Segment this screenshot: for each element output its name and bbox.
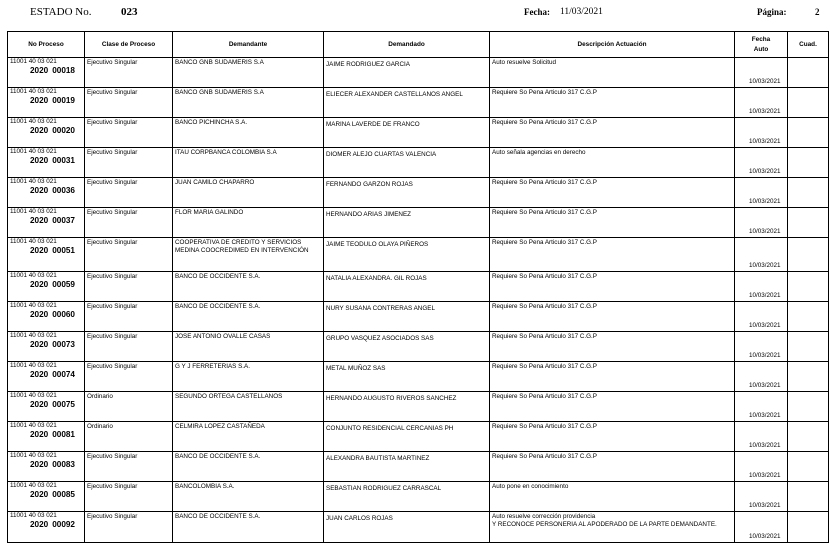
cell-no-proceso [8,272,85,302]
col-fecha-auto [735,32,788,58]
col-clase-proceso: Clase de Proceso [85,32,173,58]
fecha-value: 11/03/2021 [560,7,603,17]
cell-cuad [788,88,829,118]
cell-demandado: DIOMER ALEJO CUARTAS VALENCIA [324,148,490,178]
fecha-label: Fecha: [524,7,550,17]
radicado-year-number [10,246,82,256]
cell-fecha-auto: 10/03/2021 [735,118,788,148]
cell-demandante: FLOR MARIA GALINDO [173,208,324,238]
cell-demandado: JAIME RODRIGUEZ GARCIA [324,58,490,88]
radicado-year-number [10,490,82,500]
radicado-year: 2020 [30,95,49,105]
radicado-year-number [10,156,82,166]
table-header-row [8,32,829,58]
cell-fecha-auto: 10/03/2021 [735,452,788,482]
cell-demandante: BANCO DE OCCIDENTE S.A. [173,272,324,302]
cell-cuad [788,238,829,272]
cell-demandado: FERNANDO GARZON ROJAS [324,178,490,208]
radicado-year-number [10,340,82,350]
cell-no-proceso [8,422,85,452]
radicado-year: 2020 [30,215,49,225]
radicado-prefix: 11001 40 03 021 [10,422,57,429]
cell-cuad [788,362,829,392]
cell-clase-proceso: Ejecutivo Singular [85,362,173,392]
cell-fecha-auto: 10/03/2021 [735,88,788,118]
cell-demandante: SEGUNDO ORTEGA CASTELLANOS [173,392,324,422]
cell-descripcion: Requiere So Pena Articulo 317 C.G.P [490,178,735,208]
cell-demandante: JUAN CAMILO CHAPARRO [173,178,324,208]
table-row [8,512,829,543]
cell-descripcion: Requiere So Pena Articulo 317 C.G.P [490,238,735,272]
table-row [8,302,829,332]
cell-fecha-auto: 10/03/2021 [735,482,788,512]
table-row [8,178,829,208]
cell-clase-proceso: Ejecutivo Singular [85,482,173,512]
radicado-prefix: 11001 40 03 021 [10,208,57,215]
radicado-year-number [10,186,82,196]
cell-clase-proceso: Ejecutivo Singular [85,58,173,88]
table-row [8,392,829,422]
cell-fecha-auto: 10/03/2021 [735,58,788,88]
radicado-year-number [10,66,82,76]
radicado-number: 00081 [52,429,75,439]
radicado-year-number [10,126,82,136]
col-no-proceso: No Proceso [8,32,85,58]
cell-clase-proceso: Ejecutivo Singular [85,238,173,272]
cell-cuad [788,422,829,452]
cell-descripcion: Requiere So Pena Articulo 317 C.G.P [490,272,735,302]
radicado-prefix: 11001 40 03 021 [10,362,57,369]
cell-clase-proceso: Ejecutivo Singular [85,272,173,302]
radicado-year: 2020 [30,519,49,529]
radicado-year-number [10,96,82,106]
radicado-year: 2020 [30,155,49,165]
cell-demandante: COOPERATIVA DE CREDITO Y SERVICIOS MEDINA COOCREDIMED EN INTERVENCIÓN [173,238,324,272]
cell-descripcion: Requiere So Pena Articulo 317 C.G.P [490,422,735,452]
cell-descripcion: Auto señala agencias en derecho [490,148,735,178]
radicado-prefix: 11001 40 03 021 [10,512,57,519]
col-fecha-auto-line2: Auto [753,45,769,53]
cell-fecha-auto: 10/03/2021 [735,332,788,362]
cell-demandante: CELMIRA LOPEZ CASTAÑEDA [173,422,324,452]
cell-fecha-auto: 10/03/2021 [735,238,788,272]
cell-descripcion: Auto resuelve corrección providencia Y RECONOCE PERSONERIA AL APODERADO DE LA PARTE DEMANDANTE. [490,512,735,543]
radicado-year-number [10,280,82,290]
cell-no-proceso [8,118,85,148]
estado-table [7,31,829,543]
cell-demandado: ALEXANDRA BAUTISTA MARTINEZ [324,452,490,482]
cell-fecha-auto: 10/03/2021 [735,148,788,178]
table-row [8,452,829,482]
cell-demandante: BANCO PICHINCHA S.A. [173,118,324,148]
cell-no-proceso [8,58,85,88]
cell-cuad [788,512,829,543]
cell-no-proceso [8,302,85,332]
cell-no-proceso [8,88,85,118]
cell-descripcion: Requiere So Pena Articulo 317 C.G.P [490,452,735,482]
cell-clase-proceso: Ejecutivo Singular [85,88,173,118]
radicado-prefix: 11001 40 03 021 [10,482,57,489]
radicado-year-number [10,460,82,470]
cell-no-proceso [8,482,85,512]
radicado-number: 00085 [52,489,75,499]
cell-clase-proceso: Ejecutivo Singular [85,178,173,208]
cell-demandante: BANCO DE OCCIDENTE S.A. [173,452,324,482]
cell-descripcion: Requiere So Pena Articulo 317 C.G.P [490,392,735,422]
radicado-prefix: 11001 40 03 021 [10,302,57,309]
cell-clase-proceso: Ejecutivo Singular [85,208,173,238]
radicado-year-number [10,370,82,380]
cell-clase-proceso: Ordinario [85,422,173,452]
cell-cuad [788,118,829,148]
radicado-number: 00020 [52,125,75,135]
cell-demandado: JUAN CARLOS ROJAS [324,512,490,543]
cell-demandante: BANCO DE OCCIDENTE S.A. [173,302,324,332]
radicado-year-number [10,430,82,440]
radicado-number: 00075 [52,399,75,409]
radicado-prefix: 11001 40 03 021 [10,238,57,245]
cell-descripcion: Requiere So Pena Articulo 317 C.G.P [490,332,735,362]
radicado-prefix: 11001 40 03 021 [10,118,57,125]
table-row [8,118,829,148]
cell-demandado: METAL MUÑOZ SAS [324,362,490,392]
pagina-label: Página: [757,7,787,17]
cell-fecha-auto: 10/03/2021 [735,272,788,302]
cell-fecha-auto: 10/03/2021 [735,302,788,332]
cell-descripcion: Requiere So Pena Articulo 317 C.G.P [490,208,735,238]
radicado-year: 2020 [30,309,49,319]
radicado-number: 00018 [52,65,75,75]
radicado-prefix: 11001 40 03 021 [10,178,57,185]
cell-demandante: BANCOLOMBIA S.A. [173,482,324,512]
radicado-year: 2020 [30,245,49,255]
table-row [8,88,829,118]
cell-clase-proceso: Ejecutivo Singular [85,148,173,178]
col-descripcion: Descripción Actuación [490,32,735,58]
radicado-year: 2020 [30,489,49,499]
radicado-year-number [10,400,82,410]
radicado-prefix: 11001 40 03 021 [10,392,57,399]
estado-number: 023 [121,6,138,18]
radicado-prefix: 11001 40 03 021 [10,452,57,459]
document-header [0,0,837,30]
cell-cuad [788,482,829,512]
radicado-year-number [10,310,82,320]
cell-descripcion: Requiere So Pena Articulo 317 C.G.P [490,118,735,148]
col-demandado: Demandado [324,32,490,58]
cell-fecha-auto: 10/03/2021 [735,208,788,238]
table-body [8,58,829,543]
radicado-number: 00073 [52,339,75,349]
radicado-year-number [10,216,82,226]
cell-demandado: GRUPO VASQUEZ ASOCIADOS SAS [324,332,490,362]
radicado-number: 00019 [52,95,75,105]
radicado-year: 2020 [30,125,49,135]
cell-demandante: G Y J FERRETERIAS S.A. [173,362,324,392]
table-row [8,58,829,88]
cell-demandado: NURY SUSANA CONTRERAS ANGEL [324,302,490,332]
cell-demandante: ITAU CORPBANCA COLOMBIA S.A [173,148,324,178]
cell-cuad [788,302,829,332]
cell-no-proceso [8,332,85,362]
cell-clase-proceso: Ejecutivo Singular [85,512,173,543]
table-row [8,422,829,452]
table-row [8,272,829,302]
cell-no-proceso [8,208,85,238]
radicado-year-number [10,520,82,530]
cell-clase-proceso: Ejecutivo Singular [85,452,173,482]
radicado-prefix: 11001 40 03 021 [10,148,57,155]
table-row [8,208,829,238]
cell-clase-proceso: Ejecutivo Singular [85,302,173,332]
radicado-year: 2020 [30,429,49,439]
cell-cuad [788,332,829,362]
radicado-number: 00059 [52,279,75,289]
radicado-year: 2020 [30,339,49,349]
cell-fecha-auto: 10/03/2021 [735,362,788,392]
cell-descripcion: Requiere So Pena Articulo 317 C.G.P [490,302,735,332]
cell-demandado: SEBASTIAN RODRIGUEZ CARRASCAL [324,482,490,512]
cell-demandante: JOSE ANTONIO OVALLE CASAS [173,332,324,362]
cell-cuad [788,58,829,88]
cell-cuad [788,178,829,208]
cell-demandante: BANCO GNB SUDAMERIS S.A [173,88,324,118]
cell-no-proceso [8,178,85,208]
cell-clase-proceso: Ordinario [85,392,173,422]
radicado-number: 00060 [52,309,75,319]
cell-fecha-auto: 10/03/2021 [735,512,788,543]
cell-no-proceso [8,148,85,178]
cell-descripcion: Requiere So Pena Articulo 317 C.G.P [490,88,735,118]
table-row [8,148,829,178]
radicado-year: 2020 [30,459,49,469]
estado-label: ESTADO No. [30,6,92,18]
cell-demandado: NATALIA ALEXANDRA. GIL ROJAS [324,272,490,302]
table-row [8,238,829,272]
radicado-prefix: 11001 40 03 021 [10,58,57,65]
radicado-number: 00036 [52,185,75,195]
cell-no-proceso [8,392,85,422]
cell-demandado: HERNANDO ARIAS JIMENEZ [324,208,490,238]
radicado-year: 2020 [30,279,49,289]
cell-fecha-auto: 10/03/2021 [735,178,788,208]
radicado-year: 2020 [30,369,49,379]
radicado-year: 2020 [30,185,49,195]
radicado-prefix: 11001 40 03 021 [10,332,57,339]
radicado-year: 2020 [30,399,49,409]
cell-demandado: MARINA LAVERDE DE FRANCO [324,118,490,148]
cell-demandado: HERNANDO AUGUSTO RIVEROS SANCHEZ [324,392,490,422]
cell-no-proceso [8,238,85,272]
radicado-number: 00083 [52,459,75,469]
cell-demandado: CONJUNTO RESIDENCIAL CERCANIAS PH [324,422,490,452]
cell-cuad [788,272,829,302]
cell-cuad [788,452,829,482]
radicado-number: 00037 [52,215,75,225]
cell-clase-proceso: Ejecutivo Singular [85,332,173,362]
cell-demandado: JAIME TEODULO OLAYA PIÑEROS [324,238,490,272]
radicado-number: 00074 [52,369,75,379]
table-row [8,332,829,362]
cell-no-proceso [8,512,85,543]
cell-descripcion: Auto resuelve Solicitud [490,58,735,88]
cell-cuad [788,208,829,238]
cell-demandado: ELIECER ALEXANDER CASTELLANOS ANGEL [324,88,490,118]
pagina-value: 2 [815,7,820,17]
cell-clase-proceso: Ejecutivo Singular [85,118,173,148]
cell-no-proceso [8,362,85,392]
radicado-number: 00092 [52,519,75,529]
radicado-number: 00031 [52,155,75,165]
cell-no-proceso [8,452,85,482]
cell-fecha-auto: 10/03/2021 [735,422,788,452]
radicado-prefix: 11001 40 03 021 [10,88,57,95]
cell-demandante: BANCO DE OCCIDENTE S.A. [173,512,324,543]
col-fecha-auto-line1: Fecha [751,35,771,43]
col-cuad: Cuad. [788,32,829,58]
col-demandante: Demandante [173,32,324,58]
table-row [8,362,829,392]
cell-cuad [788,148,829,178]
cell-descripcion: Requiere So Pena Articulo 317 C.G.P [490,362,735,392]
radicado-prefix: 11001 40 03 021 [10,272,57,279]
radicado-number: 00051 [52,245,75,255]
cell-fecha-auto: 10/03/2021 [735,392,788,422]
cell-cuad [788,392,829,422]
radicado-year: 2020 [30,65,49,75]
table-row [8,482,829,512]
cell-descripcion: Auto pone en conocimiento [490,482,735,512]
cell-demandante: BANCO GNB SUDAMERIS S.A [173,58,324,88]
